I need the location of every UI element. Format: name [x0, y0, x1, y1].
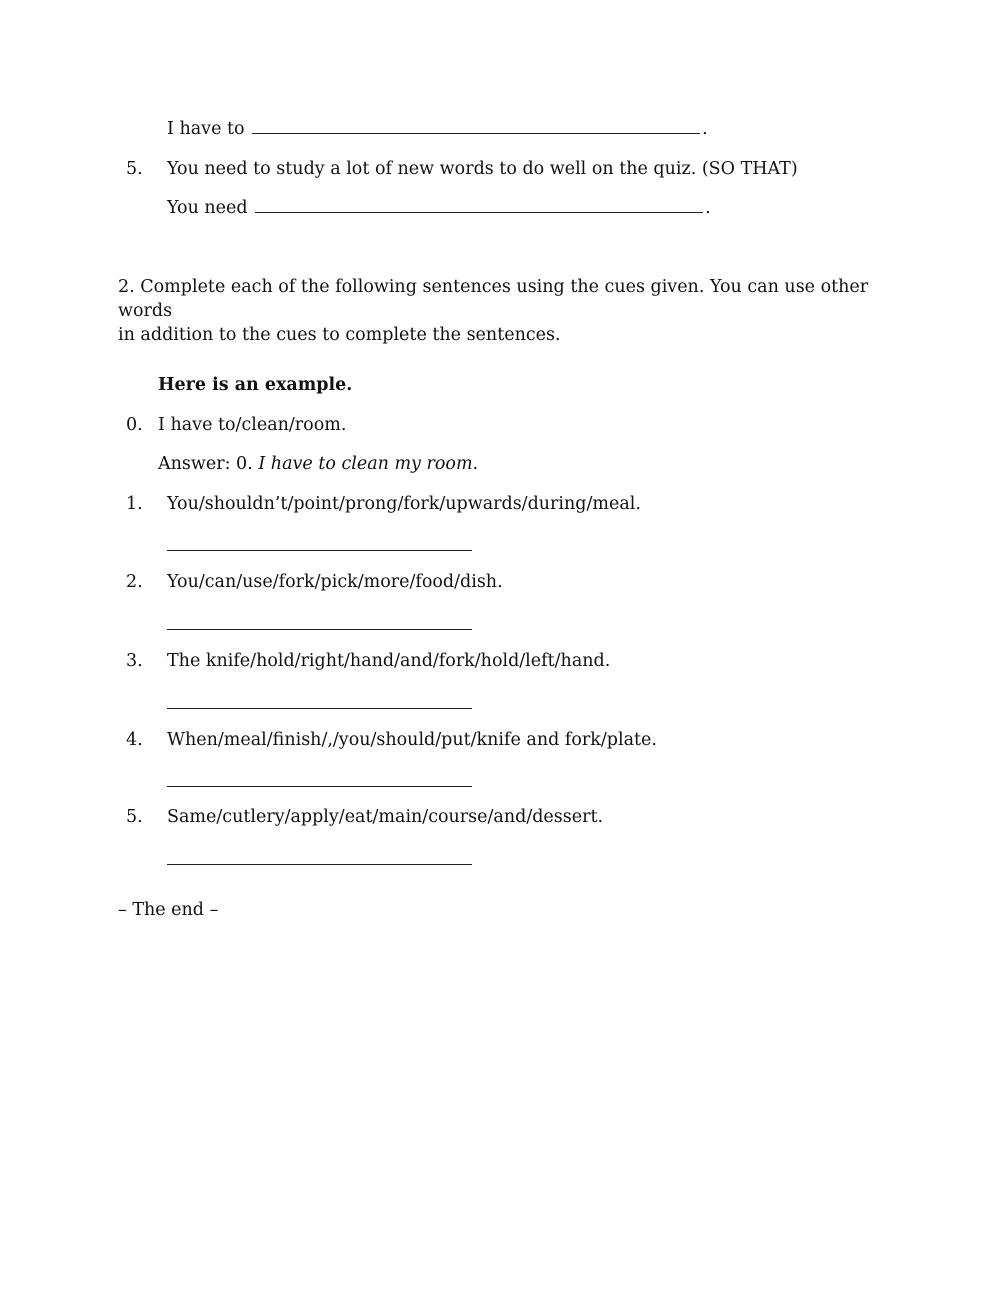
part2-instruction — [118, 275, 878, 347]
item2-cue: You/can/use/fork/pick/more/food/dish. — [167, 572, 503, 592]
item3-number: 3. — [126, 651, 143, 671]
item5-number: 5. — [126, 159, 143, 179]
item1-cue: You/shouldn’t/point/prong/fork/upwards/during/meal. — [167, 494, 641, 514]
item2-number: 2. — [126, 572, 143, 592]
item5-answer-suffix: . — [705, 198, 711, 218]
item4-answer-suffix: . — [702, 119, 708, 139]
item3-cue: The knife/hold/right/hand/and/fork/hold/left/hand. — [167, 651, 611, 671]
part2-instruction-line2: in addition to the cues to complete the sentences. — [118, 325, 561, 345]
item2-answer-line[interactable] — [167, 629, 472, 630]
example-answer-label: Answer: 0. — [158, 454, 253, 474]
item4-number: 4. — [126, 730, 143, 750]
part2-instruction-line1: 2. Complete each of the following sentences using the cues given. You can use other words — [118, 277, 869, 321]
item5-question: You need to study a lot of new words to do well on the quiz. (SO THAT) — [167, 159, 798, 179]
item5b-answer-line[interactable] — [167, 864, 472, 865]
item5-answer-row — [167, 196, 711, 220]
example-number: 0. — [126, 415, 143, 435]
example-text: I have to/clean/room. — [158, 415, 347, 435]
item4-answer-row — [167, 117, 708, 141]
item5b-number: 5. — [126, 807, 143, 827]
item5-answer-prefix: You need — [167, 198, 248, 218]
item1-number: 1. — [126, 494, 143, 514]
example-answer — [158, 452, 478, 476]
example-answer-text: I have to clean my room. — [258, 454, 479, 474]
item4-answer-blank[interactable] — [252, 117, 700, 134]
item4-answer-line[interactable] — [167, 786, 472, 787]
item4-cue: When/meal/finish/,/you/should/put/knife and fork/plate. — [167, 730, 657, 750]
example-heading: Here is an example. — [158, 375, 353, 395]
item5-answer-blank[interactable] — [255, 196, 703, 213]
item5b-cue: Same/cutlery/apply/eat/main/course/and/dessert. — [167, 807, 604, 827]
item1-answer-line[interactable] — [167, 550, 472, 551]
item4-answer-prefix: I have to — [167, 119, 245, 139]
the-end: – The end – — [118, 900, 219, 920]
item3-answer-line[interactable] — [167, 708, 472, 709]
